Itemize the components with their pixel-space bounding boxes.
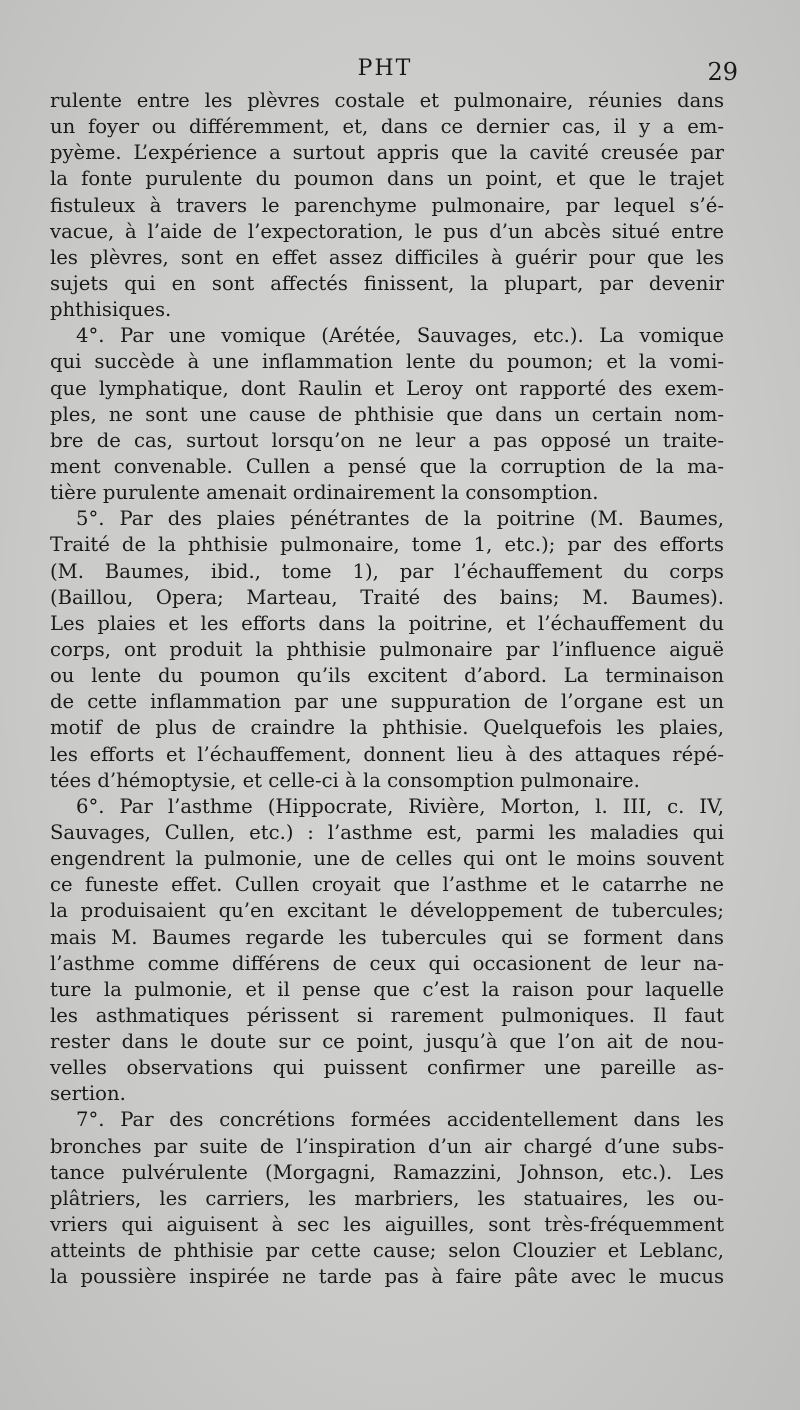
page-number: 29 [707,58,738,86]
page-header [0,56,800,86]
text-line: bronches par suite de l’inspiration d’un air chargé d’une subs- [50,1134,724,1158]
text-line: engendrent la pulmonie, une de celles qui ont le moins souvent [50,847,724,871]
text-line: (M. Baumes, ibid., tome 1), par l’échauffement du corps [50,559,724,583]
text-line: les asthmatiques périssent si rarement pulmoniques. Il faut [50,1003,724,1027]
text-line: ture la pulmonie, et il pense que c’est la raison pour laquelle [50,977,724,1001]
text-line: que lymphatique, dont Raulin et Leroy ont rapporté des exem- [50,376,724,400]
text-line: la poussière inspirée ne tarde pas à faire pâte avec le mucus [50,1265,724,1289]
text-line: ou lente du poumon qu’ils excitent d’abord. La terminaison [50,664,724,688]
body-text [50,88,724,1290]
text-line: bre de cas, surtout lorsqu’on ne leur a pas opposé un traite- [50,428,724,452]
text-line: tées d’hémoptysie, et celle-ci à la consomption pulmonaire. [50,768,640,792]
text-line: les efforts et l’échauffement, donnent lieu à des attaques répé- [50,742,724,766]
text-line: phthisiques. [50,298,172,322]
running-head: PHT [357,56,413,81]
text-line: mais M. Baumes regarde les tubercules qui se forment dans [50,925,724,949]
text-line: vacue, à l’aide de l’expectoration, le pus d’un abcès situé entre [50,219,724,243]
text-line: 4°. Par une vomique (Arétée, Sauvages, etc.). La vomique [76,324,724,348]
text-line: l’asthme comme différens de ceux qui occasionent de leur na- [50,951,724,975]
text-line: sertion. [50,1082,126,1106]
text-line: qui succède à une inflammation lente du poumon; et la vomi- [50,350,724,374]
text-line: pyème. L’expérience a surtout appris que la cavité creusée par [50,141,724,165]
text-line: ples, ne sont une cause de phthisie que dans un certain nom- [50,402,724,426]
text-line: vriers qui aiguisent à sec les aiguilles, sont très-fréquemment [50,1213,724,1237]
text-line: sujets qui en sont affectés finissent, la plupart, par devenir [50,271,724,295]
text-line: Les plaies et les efforts dans la poitrine, et l’échauffement du [50,611,724,635]
text-line: 6°. Par l’asthme (Hippocrate, Rivière, Morton, l. III, c. IV, [76,794,724,818]
text-line: velles observations qui puissent confirmer une pareille as- [50,1056,724,1080]
text-line: la produisaient qu’en excitant le développement de tubercules; [50,899,724,923]
text-line: un foyer ou différemment, et, dans ce dernier cas, il y a em- [50,115,724,139]
text-line: 5°. Par des plaies pénétrantes de la poitrine (M. Baumes, [76,507,724,531]
text-line: motif de plus de craindre la phthisie. Quelquefois les plaies, [50,716,724,740]
text-line: rulente entre les plèvres costale et pulmonaire, réunies dans [50,89,724,112]
text-line: les plèvres, sont en effet assez difficiles à guérir pour que les [50,245,724,269]
text-line: atteints de phthisie par cette cause; selon Clouzier et Leblanc, [50,1239,724,1263]
text-line: 7°. Par des concrétions formées accidentellement dans les [76,1108,724,1132]
text-line: Traité de la phthisie pulmonaire, tome 1, etc.); par des efforts [50,533,724,557]
text-line: tance pulvérulente (Morgagni, Ramazzini, Johnson, etc.). Les [50,1160,724,1184]
text-line: (Baillou, Opera; Marteau, Traité des bains; M. Baumes). [50,585,724,609]
text-line: Sauvages, Cullen, etc.) : l’asthme est, parmi les maladies qui [50,820,724,844]
text-line: plâtriers, les carriers, les marbriers, les statuaires, les ou- [50,1186,724,1210]
text-line: la fonte purulente du poumon dans un point, et que le trajet [50,167,724,191]
text-line: corps, ont produit la phthisie pulmonaire par l’influence aiguë [50,637,724,661]
text-line: rester dans le doute sur ce point, jusqu’à que l’on ait de nou- [50,1030,724,1054]
text-line: fistuleux à travers le parenchyme pulmonaire, par lequel s’é- [50,193,724,217]
text-line: tière purulente amenait ordinairement la consomption. [50,481,599,505]
text-line: ce funeste effet. Cullen croyait que l’asthme et le catarrhe ne [50,873,724,897]
text-line: ment convenable. Cullen a pensé que la corruption de la ma- [50,454,724,478]
text-line: de cette inflammation par une suppuration de l’organe est un [50,690,724,714]
